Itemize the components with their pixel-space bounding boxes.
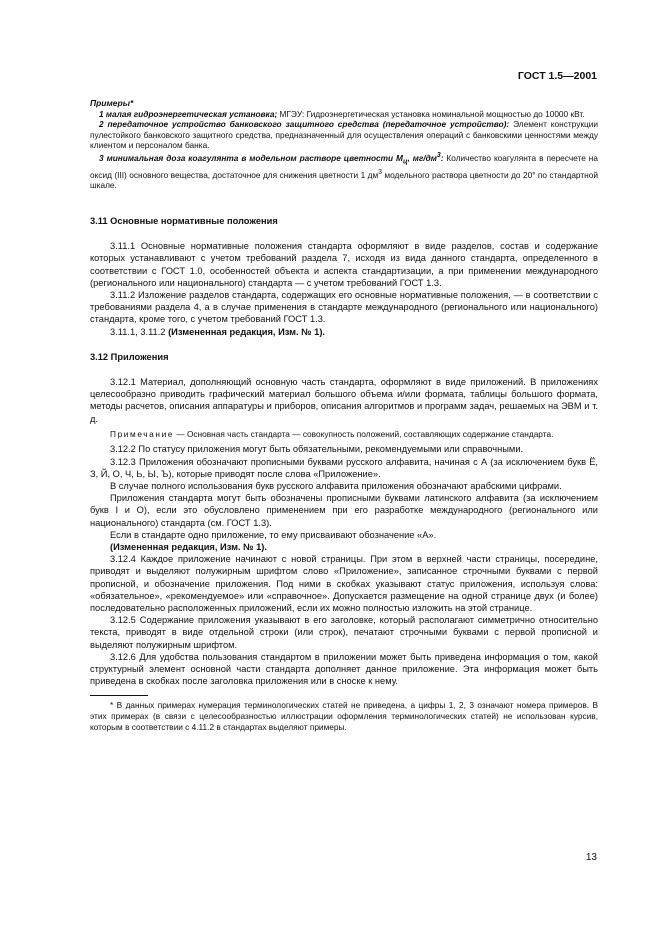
note-label: Примечание	[110, 428, 175, 439]
example-term: 1 малая гидроэнергетическая установка;	[99, 108, 278, 119]
section-heading: 3.11 Основные нормативные положения	[90, 215, 278, 226]
paragraph: 3.12.4 Каждое приложение начинают с новой страницы. При этом в верхней части страницы, посередине, приводят и выделяют полужирным шрифтом слово «Приложение», записанное строчными буквами с первой прописной, и обозначение приложения. Под ними в скобках указывают статус приложения, используя слова: «обязательное», «рекомендуемое» или «справочное». Допускается размещение на одной странице двух (и более) последовательно расположенных приложений, если их можно полностью изложить на этой странице.	[90, 554, 598, 614]
section-heading: 3.12 Приложения	[90, 351, 169, 362]
example-text: Элемент конструкции пулестойкого банковского защитного средства, предназначенный для осуществления операций с банковскими ценностями между клиентом и персоналом банка.	[90, 119, 598, 151]
examples-label: Примеры*	[90, 98, 134, 108]
amendment-note: 3.11.1, 3.11.2 (Измененная редакция, Изм. № 1).	[110, 326, 325, 337]
section-3-11	[90, 215, 598, 338]
paragraph: 3.12.3 Приложения обозначают прописными буквами русского алфавита, начиная с А (за исключением букв Ё, З, Й, О, Ч, Ь, Ы, Ъ), которые приводят после слова «Приложение».	[90, 456, 598, 479]
paragraph: 3.11.1 Основные нормативные положения стандарта оформляют в виде разделов, состав и содержание которых устанавливают с учетом требований раздела 7, исходя из вида данного стандарта, определенного в соответствии с ГОСТ 1.0, особенностей объекта и аспекта стандартизации, а при применении международного (регионального или национального) стандарта — с учетом требований ГОСТ 1.3.	[90, 241, 598, 288]
example-text: Количество коагулянта в пересчете на оксид (III) основного вещества, достаточное для снижения цветности 1 $дм^3$ модельного раствора цветности до 20° по стандартной шкале.	[90, 152, 599, 191]
example-term: 2 передаточное устройство банковского защитного средства (передаточное устройство):	[99, 119, 510, 130]
example-item	[90, 151, 598, 191]
paragraph: 3.12.2 По статусу приложения могут быть обязательными, рекомендуемыми или справочными.	[110, 444, 524, 455]
note-text: — Основная часть стандарта — совокупность положений, составляющих содержание стандарта.	[174, 428, 554, 439]
paragraph: 3.12.1 Материал, дополняющий основную часть стандарта, оформляют в виде приложений. В приложениях целесообразно приводить графический материал большого объема и/или формата, таблицы большого формата, методы расчетов, описания аппаратуры и приборов, описания алгоритмов и программ задач, решаемых на ЭВМ и т. д.	[90, 376, 598, 424]
page-header-standard-code: ГОСТ 1.5—2001	[517, 70, 597, 82]
example-item	[90, 119, 598, 151]
footnote-text: * В данных примерах нумерация терминологических статей не приведена, а цифры 1, 2, 3 означают номера примеров. В этих примерах (в связи с целесообразностью иллюстрации оформления терминологических статей) не использован курсив, которым в соответствии с 4.11.2 в стандартах выделяют примеры.	[90, 700, 598, 733]
example-item	[90, 109, 598, 120]
note	[90, 429, 598, 440]
paragraph: 3.11.2 Изложение разделов стандарта, содержащих его основные нормативные положения, — в соответствии с требованиями раздела 4, а в случае применения в стандарте международного (регионального или национального) стандарта, кроме того, с учетом требований ГОСТ 1.3.	[90, 289, 598, 325]
footnote-block	[90, 695, 598, 732]
amendment-note: (Измененная редакция, Изм. № 1).	[110, 542, 267, 552]
paragraph: 3.12.5 Содержание приложения указывают в его заголовке, который располагают симметрично относительно текста, приводят в виде отдельной строки (или строк), печатают строчными буквами с первой прописной и выделяют полужирным шрифтом.	[90, 615, 598, 650]
example-text: МГЭУ: Гидроэнергетическая установка номинальной мощностью до 10000 кВт.	[277, 108, 585, 119]
paragraph: Если в стандарте одно приложение, то ему присваивают обозначение «А».	[110, 529, 437, 540]
footnote-divider	[90, 695, 148, 696]
page-number: 13	[585, 852, 597, 863]
page-content	[90, 96, 598, 733]
paragraph: Приложения стандарта могут быть обозначены прописными буквами латинского алфавита (за исключением букв I и O), если это обусловлено применением при его разработке международного (регионального или национального) стандарта (см. ГОСТ 1.3).	[90, 493, 598, 528]
examples-block	[90, 98, 598, 191]
paragraph: В случае полного использования букв русского алфавита приложения обозначают арабскими цифрами.	[110, 480, 562, 491]
example-term: 3 минимальная доза коагулянта в модельном растворе цветности $М_ц$, $мг/дм^3$:	[99, 151, 444, 166]
section-3-12	[90, 351, 598, 688]
paragraph: 3.12.6 Для удобства пользования стандартом в приложении может быть приведена информация о том, какой структурный элемент основной части стандарта дополняет данное приложение. Эта информация может быть приведена в скобках после заголовка приложения или в сноске к нему.	[90, 651, 598, 687]
